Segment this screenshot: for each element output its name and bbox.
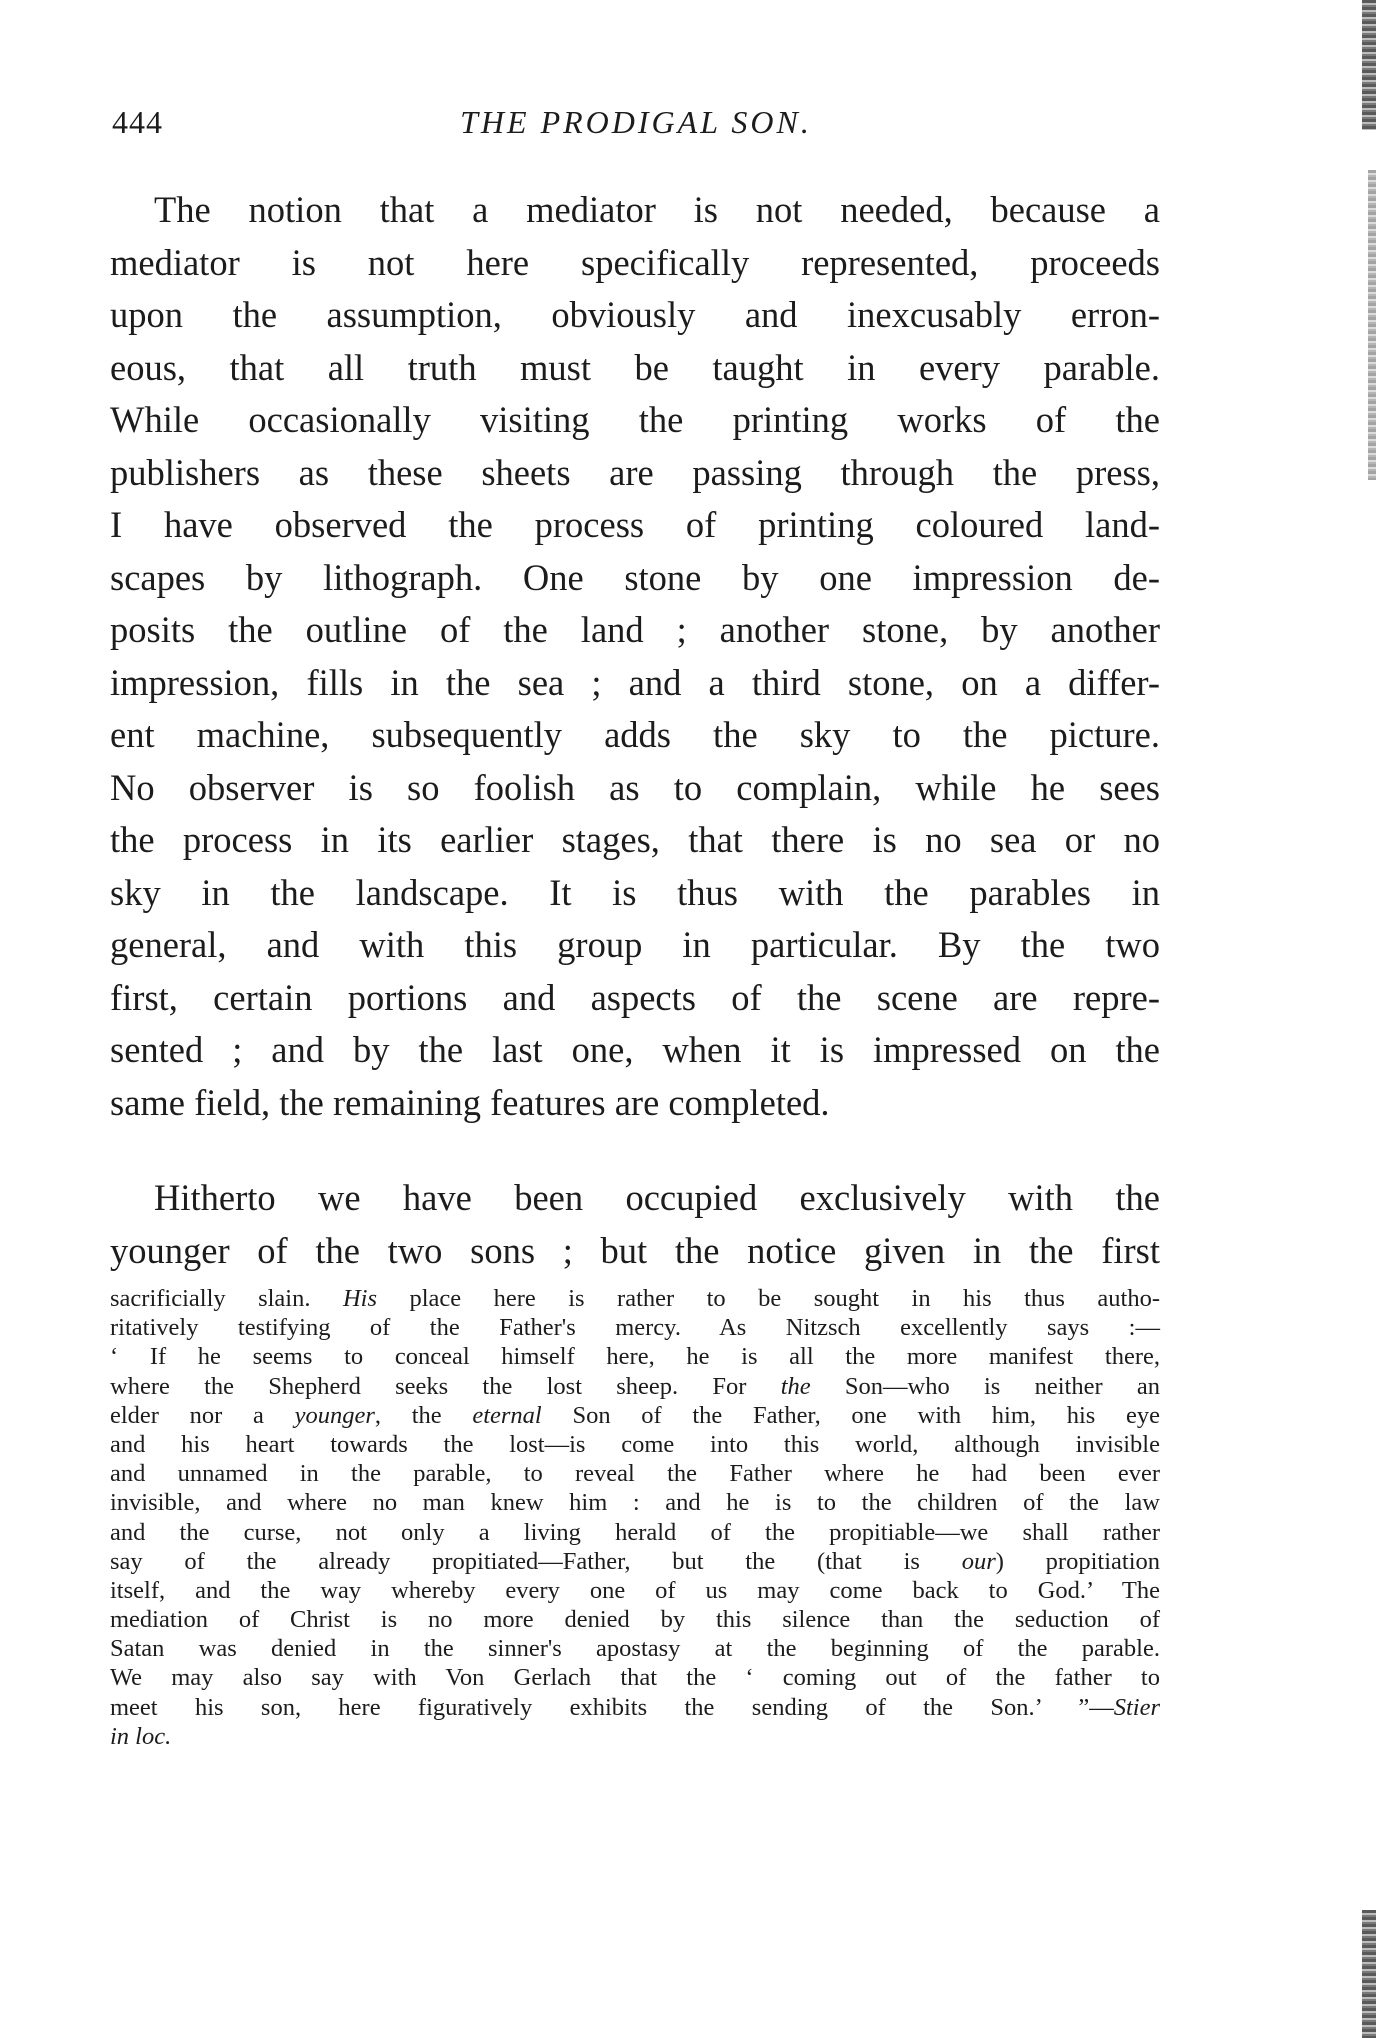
footnote-text: ) propitiation bbox=[995, 1547, 1160, 1575]
footnote-line: mediation of Christ is no more denied by this silence than the seduction of bbox=[110, 1606, 1160, 1634]
scan-edge-artifact bbox=[1368, 170, 1376, 480]
footnote-line bbox=[110, 1401, 1160, 1430]
footnote-italic: Stier bbox=[1113, 1693, 1160, 1721]
text-line: I have observed the process of printing coloured land- bbox=[110, 504, 1160, 545]
footnote-line bbox=[110, 1693, 1160, 1722]
footnote-line: itself, and the way whereby every one of us may come back to God.’ The bbox=[110, 1576, 1160, 1604]
text-line: posits the outline of the land ; another stone, by another bbox=[110, 609, 1160, 650]
text-line: impression, fills in the sea ; and a third stone, on a differ- bbox=[110, 661, 1160, 703]
footnote-text: say of the already propitiated—Father, but the (that is bbox=[110, 1547, 962, 1575]
footnote-text: place here is rather to be sought in his thus autho- bbox=[377, 1285, 1161, 1312]
footnote-line: ‘ If he seems to conceal himself here, he is all the more manifest there, bbox=[110, 1343, 1160, 1371]
text-line: Hitherto we have been occupied exclusively with the bbox=[154, 1177, 1160, 1218]
footnote-text: Son—who is neither an bbox=[810, 1372, 1160, 1400]
footnote-italic: His bbox=[342, 1285, 378, 1312]
footnote-line: invisible, and where no man knew him : and he is to the children of the law bbox=[110, 1489, 1160, 1517]
text-line: general, and with this group in particular. By the two bbox=[110, 924, 1160, 965]
running-title: THE PRODIGAL SON. bbox=[460, 104, 812, 140]
scan-edge-artifact bbox=[1362, 0, 1376, 130]
footnote-text: , the bbox=[374, 1401, 473, 1429]
footnote-line: We may also say with Von Gerlach that the ‘ coming out of the father to bbox=[110, 1664, 1160, 1692]
footnote-text: Son of the Father, one with him, his eye bbox=[541, 1401, 1160, 1429]
footnote-line bbox=[110, 1722, 1160, 1751]
text-line: younger of the two sons ; but the notice given in the first bbox=[110, 1229, 1160, 1271]
text-line: sented ; and by the last one, when it is impressed on the bbox=[110, 1029, 1160, 1070]
footnote-line bbox=[110, 1372, 1160, 1401]
text-line: While occasionally visiting the printing works of the bbox=[110, 399, 1160, 440]
footnote-italic: in loc. bbox=[110, 1722, 172, 1750]
text-line: first, certain portions and aspects of the scene are repre- bbox=[110, 976, 1160, 1018]
text-line: sky in the landscape. It is thus with the parables in bbox=[110, 871, 1160, 913]
footnote-italic: younger bbox=[294, 1401, 375, 1429]
footnote-line: and the curse, not only a living herald of the propitiable—we shall rather bbox=[110, 1518, 1160, 1546]
footnote-line: Satan was denied in the sinner's apostasy at the beginning of the parable. bbox=[110, 1635, 1160, 1663]
body-paragraph bbox=[110, 1172, 1160, 1277]
text-line: the process in its earlier stages, that there is no sea or no bbox=[110, 819, 1160, 860]
footnote-italic: eternal bbox=[472, 1401, 542, 1429]
footnote-text: sacrificially slain. bbox=[110, 1285, 343, 1312]
footnote-line bbox=[110, 1284, 1160, 1313]
text-line: The notion that a mediator is not needed, because a bbox=[154, 189, 1160, 230]
footnote-line: ritatively testifying of the Father's mercy. As Nitzsch excellently says :— bbox=[110, 1314, 1160, 1342]
footnote-italic: our bbox=[961, 1547, 996, 1575]
body-paragraph bbox=[110, 184, 1160, 1129]
footnote-line bbox=[110, 1547, 1160, 1576]
footnote-text: where the Shepherd seeks the lost sheep. For bbox=[110, 1372, 781, 1400]
text-line: No observer is so foolish as to complain, while he sees bbox=[110, 766, 1160, 808]
text-line: ent machine, subsequently adds the sky to the picture. bbox=[110, 714, 1160, 755]
footnote-line: and unnamed in the parable, to reveal the Father where he had been ever bbox=[110, 1460, 1160, 1488]
footnote-line: and his heart towards the lost—is come into this world, although invisible bbox=[110, 1430, 1160, 1458]
text-line: publishers as these sheets are passing through the press, bbox=[110, 451, 1160, 493]
footnote-text: elder nor a bbox=[110, 1401, 295, 1429]
text-line: same field, the remaining features are completed. bbox=[110, 1081, 830, 1123]
text-line: upon the assumption, obviously and inexcusably erron- bbox=[110, 294, 1160, 335]
scan-edge-artifact bbox=[1362, 1910, 1376, 2038]
footnote bbox=[110, 1284, 1160, 1751]
footnote-text: meet his son, here figuratively exhibits the sending of the Son.’ ”— bbox=[110, 1693, 1114, 1721]
footnote-italic: the bbox=[780, 1372, 811, 1400]
text-line: scapes by lithograph. One stone by one impression de- bbox=[110, 556, 1160, 598]
running-header bbox=[112, 104, 1160, 144]
page-number: 444 bbox=[112, 104, 163, 140]
text-line: eous, that all truth must be taught in every parable. bbox=[110, 346, 1160, 388]
text-line: mediator is not here specifically represented, proceeds bbox=[110, 241, 1160, 283]
